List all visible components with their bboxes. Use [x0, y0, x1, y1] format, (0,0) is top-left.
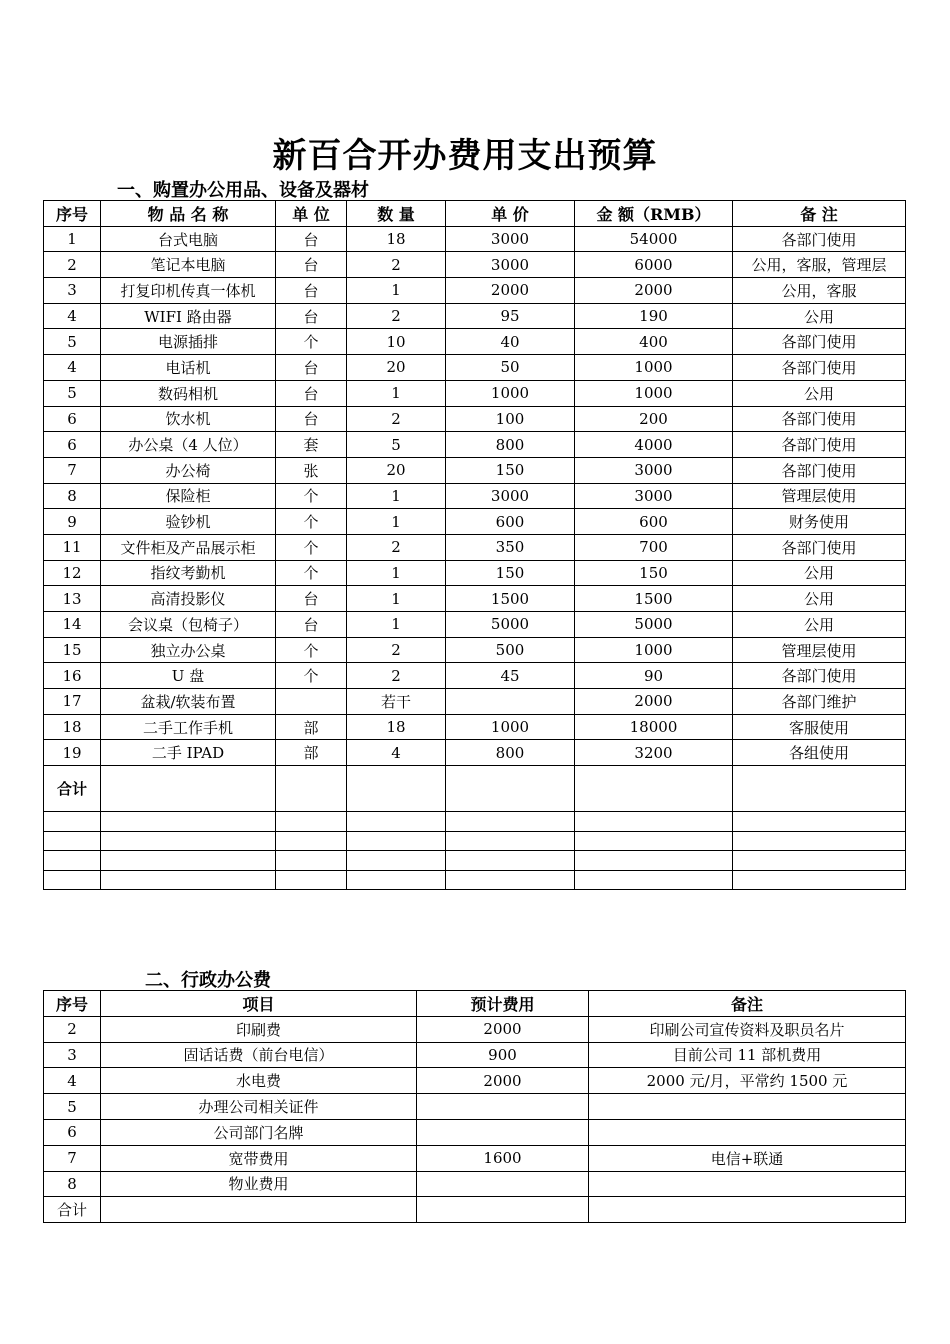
table-cell: 150: [446, 560, 575, 586]
table-cell: 台: [276, 303, 347, 329]
table-cell: 各部门使用: [733, 406, 906, 432]
table-cell: 盆栽/软装布置: [101, 689, 276, 715]
table-cell: 20: [347, 355, 446, 381]
column-header: 备 注: [733, 201, 906, 227]
table-cell: 6000: [575, 252, 733, 278]
table-cell: 文件柜及产品展示柜: [101, 534, 276, 560]
table-cell: [446, 766, 575, 812]
table-row: [44, 689, 906, 715]
table-cell: 2: [44, 252, 101, 278]
table-cell: 个: [276, 483, 347, 509]
table-row: [44, 380, 906, 406]
table-cell: 45: [446, 663, 575, 689]
table-cell: 5000: [575, 612, 733, 638]
table-cell: 电话机: [101, 355, 276, 381]
table-cell: 600: [575, 509, 733, 535]
table-row: [44, 1042, 906, 1068]
column-header: 单 价: [446, 201, 575, 227]
table-cell: 笔记本电脑: [101, 252, 276, 278]
table-cell: 40: [446, 329, 575, 355]
table-cell: 若干: [347, 689, 446, 715]
table-cell: 1: [347, 380, 446, 406]
table-cell: [733, 870, 906, 890]
total-label: 合计: [44, 1197, 101, 1223]
table-cell: 财务使用: [733, 509, 906, 535]
table-row: [44, 1068, 906, 1094]
blank-row: [44, 851, 906, 871]
table-row: [44, 303, 906, 329]
blank-row: [44, 870, 906, 890]
table-row: [44, 560, 906, 586]
table-cell: 6: [44, 1119, 101, 1145]
table-cell: 5: [44, 380, 101, 406]
table-row: [44, 355, 906, 381]
table-cell: 54000: [575, 226, 733, 252]
table-cell: [733, 812, 906, 832]
table-cell: 800: [446, 432, 575, 458]
table-cell: 6: [44, 406, 101, 432]
table-cell: 2: [347, 252, 446, 278]
table-cell: 1000: [446, 380, 575, 406]
table-header-row: [44, 201, 906, 227]
table-cell: 各部门使用: [733, 457, 906, 483]
table-cell: 4: [44, 1068, 101, 1094]
table-cell: 5: [44, 1094, 101, 1120]
total-row: [44, 1197, 906, 1223]
table-cell: [347, 831, 446, 851]
table-cell: 打复印机传真一体机: [101, 278, 276, 304]
table-cell: U 盘: [101, 663, 276, 689]
table-cell: 1: [347, 278, 446, 304]
table-cell: 数码相机: [101, 380, 276, 406]
table-cell: 2000: [446, 278, 575, 304]
table-cell: 18: [347, 714, 446, 740]
table-cell: 二手工作手机: [101, 714, 276, 740]
table-cell: 电源插排: [101, 329, 276, 355]
table-cell: 指纹考勤机: [101, 560, 276, 586]
table-cell: [276, 831, 347, 851]
table-cell: 5: [44, 329, 101, 355]
table-cell: [347, 851, 446, 871]
table-cell: [575, 812, 733, 832]
table-cell: 3000: [446, 226, 575, 252]
table-cell: [276, 766, 347, 812]
table-cell: [589, 1171, 906, 1197]
table-row: [44, 1119, 906, 1145]
table-cell: [446, 812, 575, 832]
table-cell: 50: [446, 355, 575, 381]
table-cell: [417, 1119, 589, 1145]
table-cell: 20: [347, 457, 446, 483]
table-cell: [446, 689, 575, 715]
table-cell: [101, 831, 276, 851]
table-cell: 2000: [575, 689, 733, 715]
table-cell: 4: [347, 740, 446, 766]
table-cell: 公用: [733, 560, 906, 586]
table-cell: [101, 812, 276, 832]
table-cell: [44, 831, 101, 851]
table-cell: [589, 1197, 906, 1223]
section-2-heading: 二、行政办公费: [145, 970, 271, 991]
table-cell: 2: [347, 406, 446, 432]
table-cell: 台: [276, 406, 347, 432]
table-cell: 套: [276, 432, 347, 458]
table-cell: 个: [276, 509, 347, 535]
page-title: 新百合开办费用支出预算: [272, 136, 658, 176]
table-cell: 管理层使用: [733, 637, 906, 663]
column-header: 单 位: [276, 201, 347, 227]
table-cell: 12: [44, 560, 101, 586]
total-row: [44, 766, 906, 812]
table-cell: 7: [44, 1145, 101, 1171]
table-cell: 个: [276, 663, 347, 689]
total-label: 合计: [44, 766, 101, 812]
table-cell: [101, 1197, 417, 1223]
table-cell: 100: [446, 406, 575, 432]
table-cell: [417, 1171, 589, 1197]
table-cell: 保险柜: [101, 483, 276, 509]
table-cell: [733, 766, 906, 812]
table-row: [44, 406, 906, 432]
table-row: [44, 534, 906, 560]
table-row: [44, 1145, 906, 1171]
table-cell: 2: [347, 637, 446, 663]
table-cell: 200: [575, 406, 733, 432]
table-cell: 150: [446, 457, 575, 483]
table-row: [44, 1094, 906, 1120]
admin-expense-table: [43, 990, 906, 1223]
table-cell: 公用: [733, 612, 906, 638]
table-row: [44, 714, 906, 740]
table-cell: 500: [446, 637, 575, 663]
table-cell: [575, 831, 733, 851]
table-cell: [417, 1094, 589, 1120]
table-cell: 办理公司相关证件: [101, 1094, 417, 1120]
table-cell: [575, 766, 733, 812]
table-cell: 3000: [446, 252, 575, 278]
table-cell: 800: [446, 740, 575, 766]
table-cell: 2000: [417, 1016, 589, 1042]
table-cell: [347, 870, 446, 890]
table-row: [44, 457, 906, 483]
table-row: [44, 483, 906, 509]
table-cell: 台: [276, 226, 347, 252]
blank-row: [44, 831, 906, 851]
table-row: [44, 252, 906, 278]
table-cell: 8: [44, 1171, 101, 1197]
table-cell: 各部门维护: [733, 689, 906, 715]
table-cell: 150: [575, 560, 733, 586]
table-cell: 台: [276, 586, 347, 612]
table-cell: [733, 851, 906, 871]
table-cell: 印刷公司宣传资料及职员名片: [589, 1016, 906, 1042]
table-cell: 目前公司 11 部机费用: [589, 1042, 906, 1068]
table-cell: 15: [44, 637, 101, 663]
table-cell: 客服使用: [733, 714, 906, 740]
table-cell: 3: [44, 1042, 101, 1068]
table-cell: [276, 812, 347, 832]
table-cell: 公用: [733, 380, 906, 406]
table-cell: 宽带费用: [101, 1145, 417, 1171]
table-row: [44, 586, 906, 612]
table-cell: 饮水机: [101, 406, 276, 432]
table-cell: 18000: [575, 714, 733, 740]
column-header: 物 品 名 称: [101, 201, 276, 227]
table-cell: 95: [446, 303, 575, 329]
blank-row: [44, 812, 906, 832]
table-cell: 办公桌（4 人位）: [101, 432, 276, 458]
table-cell: 1000: [575, 380, 733, 406]
table-cell: 1: [347, 612, 446, 638]
table-cell: 会议桌（包椅子）: [101, 612, 276, 638]
table-cell: 600: [446, 509, 575, 535]
table-cell: 4: [44, 303, 101, 329]
table-row: [44, 226, 906, 252]
table-cell: 1: [347, 586, 446, 612]
table-cell: 3: [44, 278, 101, 304]
table-cell: WIFI 路由器: [101, 303, 276, 329]
table-cell: 独立办公桌: [101, 637, 276, 663]
table-row: [44, 278, 906, 304]
table-cell: 个: [276, 637, 347, 663]
table-row: [44, 612, 906, 638]
table-cell: [101, 851, 276, 871]
table-row: [44, 637, 906, 663]
table-cell: 个: [276, 329, 347, 355]
table-cell: 各部门使用: [733, 534, 906, 560]
table-cell: 公用，客服: [733, 278, 906, 304]
table-cell: 各部门使用: [733, 432, 906, 458]
table-cell: 19: [44, 740, 101, 766]
table-cell: [101, 870, 276, 890]
table-cell: 10: [347, 329, 446, 355]
table-cell: 台: [276, 278, 347, 304]
table-row: [44, 329, 906, 355]
table-cell: 18: [347, 226, 446, 252]
table-cell: [446, 831, 575, 851]
table-cell: 台式电脑: [101, 226, 276, 252]
table-cell: 台: [276, 380, 347, 406]
table-cell: 公用，客服，管理层: [733, 252, 906, 278]
table-cell: 1500: [446, 586, 575, 612]
table-cell: [575, 870, 733, 890]
column-header: 备注: [589, 991, 906, 1017]
table-cell: 8: [44, 483, 101, 509]
table-cell: 18: [44, 714, 101, 740]
table-cell: 个: [276, 560, 347, 586]
table-cell: 4000: [575, 432, 733, 458]
table-row: [44, 740, 906, 766]
column-header: 项目: [101, 991, 417, 1017]
table-cell: 1: [347, 483, 446, 509]
table-cell: [101, 766, 276, 812]
table-cell: [276, 851, 347, 871]
equipment-table: [43, 200, 906, 890]
table-cell: [589, 1119, 906, 1145]
column-header: 数 量: [347, 201, 446, 227]
table-cell: [589, 1094, 906, 1120]
table-cell: 电信+联通: [589, 1145, 906, 1171]
table-cell: 验钞机: [101, 509, 276, 535]
table-cell: 900: [417, 1042, 589, 1068]
table-cell: 水电费: [101, 1068, 417, 1094]
table-row: [44, 1171, 906, 1197]
column-header: 预计费用: [417, 991, 589, 1017]
table-cell: 二手 IPAD: [101, 740, 276, 766]
table-cell: 2: [44, 1016, 101, 1042]
table-cell: 190: [575, 303, 733, 329]
table-cell: 5: [347, 432, 446, 458]
table-cell: 部: [276, 740, 347, 766]
table-cell: 11: [44, 534, 101, 560]
table-row: [44, 432, 906, 458]
table-cell: [44, 851, 101, 871]
table-row: [44, 663, 906, 689]
table-cell: [446, 851, 575, 871]
column-header: 序号: [44, 991, 101, 1017]
table-cell: 7: [44, 457, 101, 483]
table-cell: 5000: [446, 612, 575, 638]
column-header: 序号: [44, 201, 101, 227]
table-cell: 350: [446, 534, 575, 560]
table-cell: 印刷费: [101, 1016, 417, 1042]
table-cell: 1000: [575, 637, 733, 663]
table-cell: 90: [575, 663, 733, 689]
table-cell: 1500: [575, 586, 733, 612]
table-cell: 各部门使用: [733, 226, 906, 252]
table-cell: 各部门使用: [733, 663, 906, 689]
table-row: [44, 509, 906, 535]
table-cell: 16: [44, 663, 101, 689]
section-1-heading: 一、购置办公用品、设备及器材: [117, 180, 369, 201]
table-cell: 公司部门名牌: [101, 1119, 417, 1145]
table-cell: 个: [276, 534, 347, 560]
table-cell: 3000: [575, 483, 733, 509]
table-cell: [417, 1197, 589, 1223]
table-cell: 17: [44, 689, 101, 715]
table-cell: 6: [44, 432, 101, 458]
table-cell: 2000: [575, 278, 733, 304]
table-cell: 1600: [417, 1145, 589, 1171]
column-header: 金 额（RMB）: [575, 201, 733, 227]
table-cell: [446, 870, 575, 890]
table-cell: 2: [347, 534, 446, 560]
table-cell: 3000: [575, 457, 733, 483]
table-cell: 固话话费（前台电信）: [101, 1042, 417, 1068]
table-cell: [276, 689, 347, 715]
table-cell: 台: [276, 252, 347, 278]
table-cell: 9: [44, 509, 101, 535]
table-cell: [276, 870, 347, 890]
table-cell: 3000: [446, 483, 575, 509]
table-cell: 2000 元/月，平常约 1500 元: [589, 1068, 906, 1094]
table-cell: 各部门使用: [733, 355, 906, 381]
table-cell: 部: [276, 714, 347, 740]
table-cell: 公用: [733, 586, 906, 612]
table-cell: 13: [44, 586, 101, 612]
table-cell: 台: [276, 355, 347, 381]
table-cell: 2: [347, 303, 446, 329]
table-cell: 14: [44, 612, 101, 638]
table-cell: 1000: [446, 714, 575, 740]
table-row: [44, 1016, 906, 1042]
table-cell: [575, 851, 733, 871]
table-cell: 1: [347, 509, 446, 535]
table-cell: [44, 812, 101, 832]
table-cell: [44, 870, 101, 890]
table-cell: [347, 812, 446, 832]
table-cell: 管理层使用: [733, 483, 906, 509]
table-cell: 物业费用: [101, 1171, 417, 1197]
table-cell: [347, 766, 446, 812]
table-cell: 2000: [417, 1068, 589, 1094]
table-cell: 各组使用: [733, 740, 906, 766]
table-cell: 张: [276, 457, 347, 483]
table-cell: 公用: [733, 303, 906, 329]
table-cell: 700: [575, 534, 733, 560]
table-cell: 400: [575, 329, 733, 355]
table-cell: [733, 831, 906, 851]
table-cell: 4: [44, 355, 101, 381]
table-cell: 1: [347, 560, 446, 586]
table-cell: 台: [276, 612, 347, 638]
table-cell: 1: [44, 226, 101, 252]
table-cell: 高清投影仪: [101, 586, 276, 612]
table-cell: 办公椅: [101, 457, 276, 483]
table-cell: 3200: [575, 740, 733, 766]
table-cell: 各部门使用: [733, 329, 906, 355]
table-cell: 1000: [575, 355, 733, 381]
table-cell: 2: [347, 663, 446, 689]
table-header-row: [44, 991, 906, 1017]
